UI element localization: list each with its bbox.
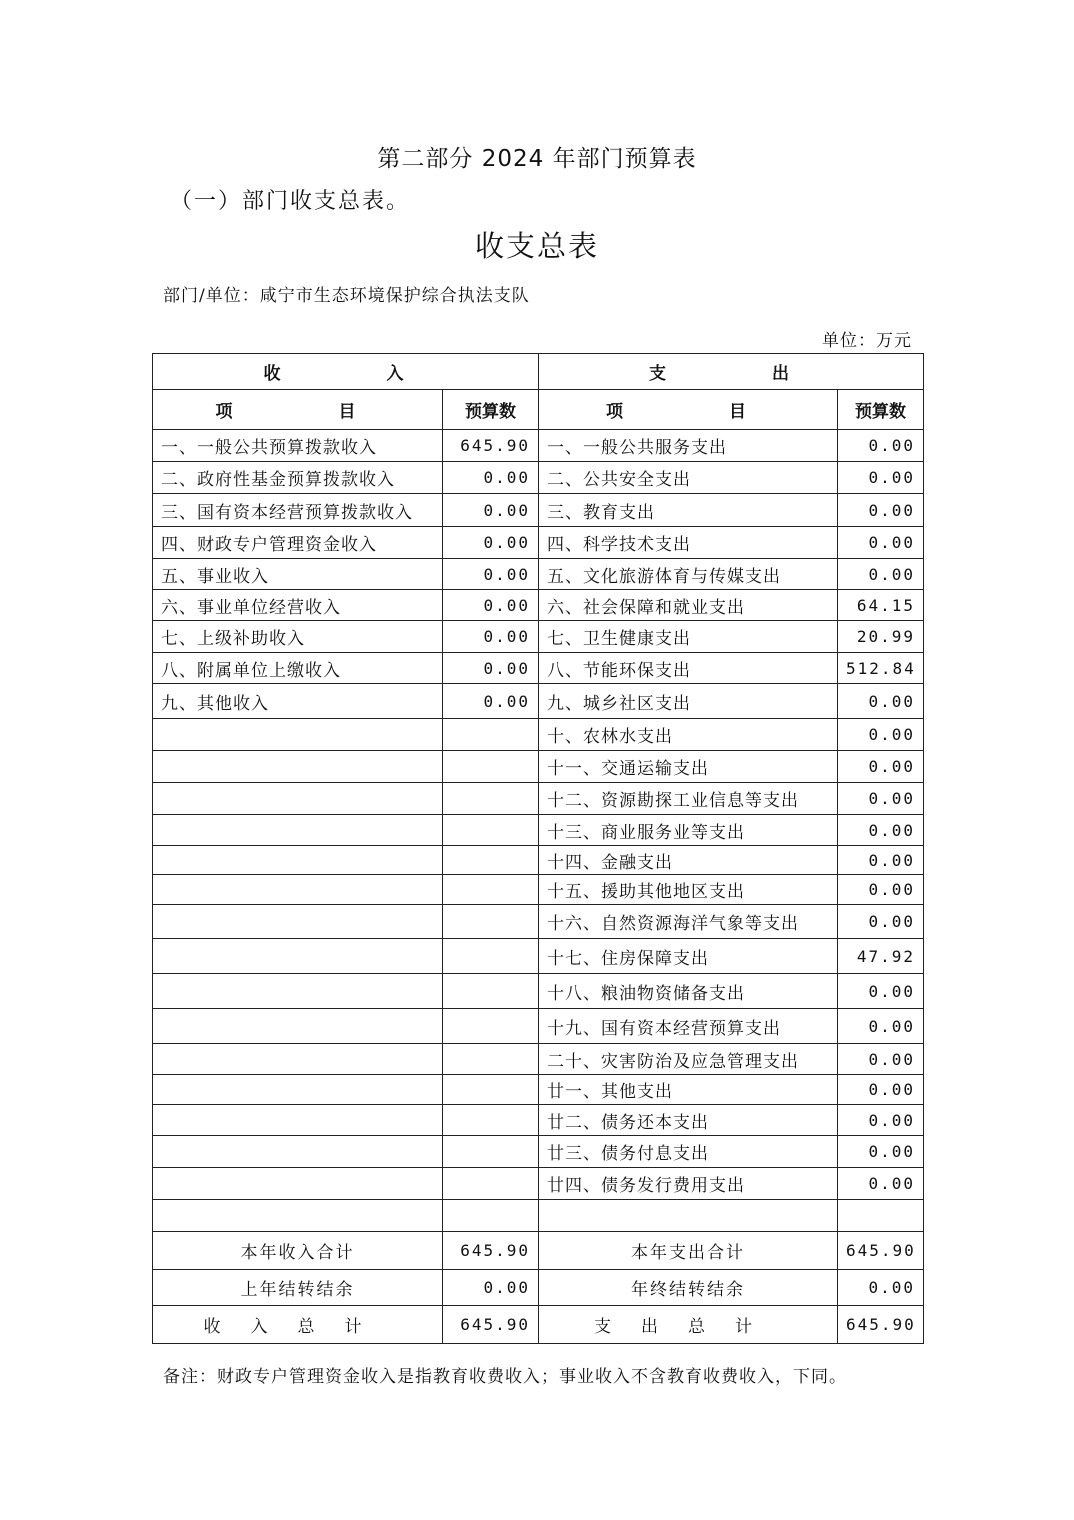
department-line: 部门/单位：咸宁市生态环境保护综合执法支队 (163, 286, 530, 306)
expense-budget-cell: 0.00 (838, 527, 924, 559)
summary-income-value: 0.00 (443, 1270, 539, 1306)
expense-budget-cell: 20.99 (838, 621, 924, 653)
table-row (153, 783, 924, 815)
expense-item-cell: 四、科学技术支出 (539, 527, 838, 559)
expense-item-cell: 十二、资源勘探工业信息等支出 (539, 783, 838, 815)
expense-budget-cell: 0.00 (838, 559, 924, 590)
income-budget-cell (443, 719, 539, 751)
income-budget-cell (443, 1200, 539, 1232)
income-item-cell (153, 1168, 443, 1200)
table-row (153, 875, 924, 905)
expense-budget-cell: 0.00 (838, 1136, 924, 1168)
table-header-row (153, 354, 924, 390)
expense-item-cell: 九、城乡社区支出 (539, 684, 838, 719)
table-row (153, 1200, 924, 1232)
expense-budget-cell: 0.00 (838, 684, 924, 719)
expense-budget-cell: 0.00 (838, 719, 924, 751)
footnote: 备注：财政专户管理资金收入是指教育收费收入；事业收入不含教育收费收入，下同。 (163, 1367, 847, 1387)
income-item-cell (153, 1200, 443, 1232)
income-item-cell (153, 815, 443, 846)
table-row (153, 974, 924, 1009)
income-item-cell (153, 974, 443, 1009)
expense-item-header: 项 目 (539, 390, 838, 430)
income-budget-cell (443, 751, 539, 783)
table-row (153, 462, 924, 494)
summary-row (153, 1232, 924, 1270)
table-row (153, 653, 924, 684)
income-item-header: 项 目 (153, 390, 443, 430)
income-item-cell (153, 1075, 443, 1105)
income-budget-cell: 0.00 (443, 621, 539, 653)
income-item-cell: 三、国有资本经营预算拨款收入 (153, 494, 443, 527)
table-row (153, 1105, 924, 1136)
expense-budget-cell: 0.00 (838, 1075, 924, 1105)
expense-budget-cell: 0.00 (838, 430, 924, 462)
table-row (153, 815, 924, 846)
income-item-cell (153, 1136, 443, 1168)
expense-item-cell: 十七、住房保障支出 (539, 939, 838, 974)
income-budget-cell (443, 875, 539, 905)
income-item-cell (153, 905, 443, 939)
expense-budget-cell: 0.00 (838, 1009, 924, 1044)
total-income-value: 645.90 (443, 1306, 539, 1344)
expense-budget-cell: 47.92 (838, 939, 924, 974)
summary-income-value: 645.90 (443, 1232, 539, 1270)
table-subheader-row (153, 390, 924, 430)
income-budget-cell (443, 1044, 539, 1075)
income-budget-cell (443, 939, 539, 974)
expense-budget-cell: 0.00 (838, 846, 924, 875)
income-item-cell: 四、财政专户管理资金收入 (153, 527, 443, 559)
expense-budget-header: 预算数 (838, 390, 924, 430)
expense-item-cell: 二十、灾害防治及应急管理支出 (539, 1044, 838, 1075)
income-budget-cell: 0.00 (443, 590, 539, 621)
expense-item-cell: 廿四、债务发行费用支出 (539, 1168, 838, 1200)
expense-item-cell: 十一、交通运输支出 (539, 751, 838, 783)
summary-row (153, 1270, 924, 1306)
table-row (153, 684, 924, 719)
income-item-cell (153, 1105, 443, 1136)
table-row (153, 1075, 924, 1105)
expense-item-cell: 六、社会保障和就业支出 (539, 590, 838, 621)
income-budget-cell: 0.00 (443, 494, 539, 527)
summary-income-label: 上年结转结余 (153, 1270, 443, 1306)
table-row (153, 1009, 924, 1044)
expense-item-cell: 二、公共安全支出 (539, 462, 838, 494)
income-budget-cell (443, 974, 539, 1009)
summary-expense-label: 年终结转结余 (539, 1270, 838, 1306)
income-item-cell: 一、一般公共预算拨款收入 (153, 430, 443, 462)
table-row (153, 1136, 924, 1168)
expense-item-cell: 八、节能环保支出 (539, 653, 838, 684)
expense-budget-cell: 0.00 (838, 751, 924, 783)
table-row (153, 751, 924, 783)
income-item-cell (153, 1009, 443, 1044)
table-row (153, 905, 924, 939)
table-row (153, 527, 924, 559)
expense-budget-cell: 64.15 (838, 590, 924, 621)
expense-budget-cell: 0.00 (838, 815, 924, 846)
income-budget-cell (443, 1075, 539, 1105)
income-budget-cell (443, 815, 539, 846)
summary-expense-value: 0.00 (838, 1270, 924, 1306)
expense-budget-cell: 0.00 (838, 974, 924, 1009)
income-budget-cell: 645.90 (443, 430, 539, 462)
income-budget-header: 预算数 (443, 390, 539, 430)
summary-expense-label: 本年支出合计 (539, 1232, 838, 1270)
income-budget-cell (443, 1168, 539, 1200)
section-heading: （一）部门收支总表。 (170, 189, 411, 214)
table-row (153, 590, 924, 621)
table-body (153, 354, 924, 1344)
expense-item-cell: 一、一般公共服务支出 (539, 430, 838, 462)
expense-item-cell: 廿三、债务付息支出 (539, 1136, 838, 1168)
expense-item-cell: 五、文化旅游体育与传媒支出 (539, 559, 838, 590)
expense-item-cell (539, 1200, 838, 1232)
income-item-cell: 八、附属单位上缴收入 (153, 653, 443, 684)
expense-budget-cell: 0.00 (838, 1044, 924, 1075)
table-row (153, 430, 924, 462)
table-row (153, 621, 924, 653)
income-item-cell (153, 939, 443, 974)
income-item-cell (153, 1044, 443, 1075)
expense-item-cell: 廿一、其他支出 (539, 1075, 838, 1105)
income-item-cell: 九、其他收入 (153, 684, 443, 719)
income-budget-cell: 0.00 (443, 653, 539, 684)
expense-item-cell: 廿二、债务还本支出 (539, 1105, 838, 1136)
expense-budget-cell: 0.00 (838, 905, 924, 939)
income-budget-cell (443, 783, 539, 815)
income-item-cell (153, 719, 443, 751)
income-budget-cell (443, 905, 539, 939)
income-item-cell (153, 846, 443, 875)
expense-budget-cell: 0.00 (838, 783, 924, 815)
expense-item-cell: 十四、金融支出 (539, 846, 838, 875)
total-expense-value: 645.90 (838, 1306, 924, 1344)
grand-total-row (153, 1306, 924, 1344)
expense-item-cell: 七、卫生健康支出 (539, 621, 838, 653)
table-row (153, 846, 924, 875)
income-budget-cell (443, 1009, 539, 1044)
expense-header: 支 出 (539, 354, 924, 390)
table-title: 收支总表 (474, 229, 599, 263)
expense-item-cell: 十、农林水支出 (539, 719, 838, 751)
income-item-cell (153, 783, 443, 815)
expense-item-cell: 十三、商业服务业等支出 (539, 815, 838, 846)
expense-budget-cell: 0.00 (838, 462, 924, 494)
income-item-cell (153, 875, 443, 905)
income-budget-cell: 0.00 (443, 527, 539, 559)
income-item-cell: 七、上级补助收入 (153, 621, 443, 653)
expense-item-cell: 十六、自然资源海洋气象等支出 (539, 905, 838, 939)
summary-income-label: 本年收入合计 (153, 1232, 443, 1270)
part-title: 第二部分 2024 年部门预算表 (377, 146, 697, 172)
expense-item-cell: 十八、粮油物资储备支出 (539, 974, 838, 1009)
table-row (153, 559, 924, 590)
expense-budget-cell: 0.00 (838, 1168, 924, 1200)
table-row (153, 939, 924, 974)
expense-budget-cell: 0.00 (838, 494, 924, 527)
table-row (153, 1044, 924, 1075)
income-budget-cell: 0.00 (443, 559, 539, 590)
expense-item-cell: 十五、援助其他地区支出 (539, 875, 838, 905)
expense-item-cell: 三、教育支出 (539, 494, 838, 527)
total-expense-label: 支出总计 (539, 1306, 838, 1344)
income-budget-cell: 0.00 (443, 462, 539, 494)
table-row (153, 1168, 924, 1200)
income-item-cell (153, 751, 443, 783)
income-budget-cell (443, 1105, 539, 1136)
income-budget-cell: 0.00 (443, 684, 539, 719)
expense-budget-cell (838, 1200, 924, 1232)
table-row (153, 719, 924, 751)
income-item-cell: 五、事业收入 (153, 559, 443, 590)
income-item-cell: 二、政府性基金预算拨款收入 (153, 462, 443, 494)
income-item-cell: 六、事业单位经营收入 (153, 590, 443, 621)
expense-budget-cell: 0.00 (838, 875, 924, 905)
income-header: 收 入 (153, 354, 539, 390)
unit-line: 单位：万元 (822, 331, 912, 351)
income-budget-cell (443, 1136, 539, 1168)
income-budget-cell (443, 846, 539, 875)
total-income-label: 收入总计 (153, 1306, 443, 1344)
summary-expense-value: 645.90 (838, 1232, 924, 1270)
expense-budget-cell: 512.84 (838, 653, 924, 684)
expense-budget-cell: 0.00 (838, 1105, 924, 1136)
budget-summary-table (152, 353, 924, 1344)
expense-item-cell: 十九、国有资本经营预算支出 (539, 1009, 838, 1044)
table-row (153, 494, 924, 527)
